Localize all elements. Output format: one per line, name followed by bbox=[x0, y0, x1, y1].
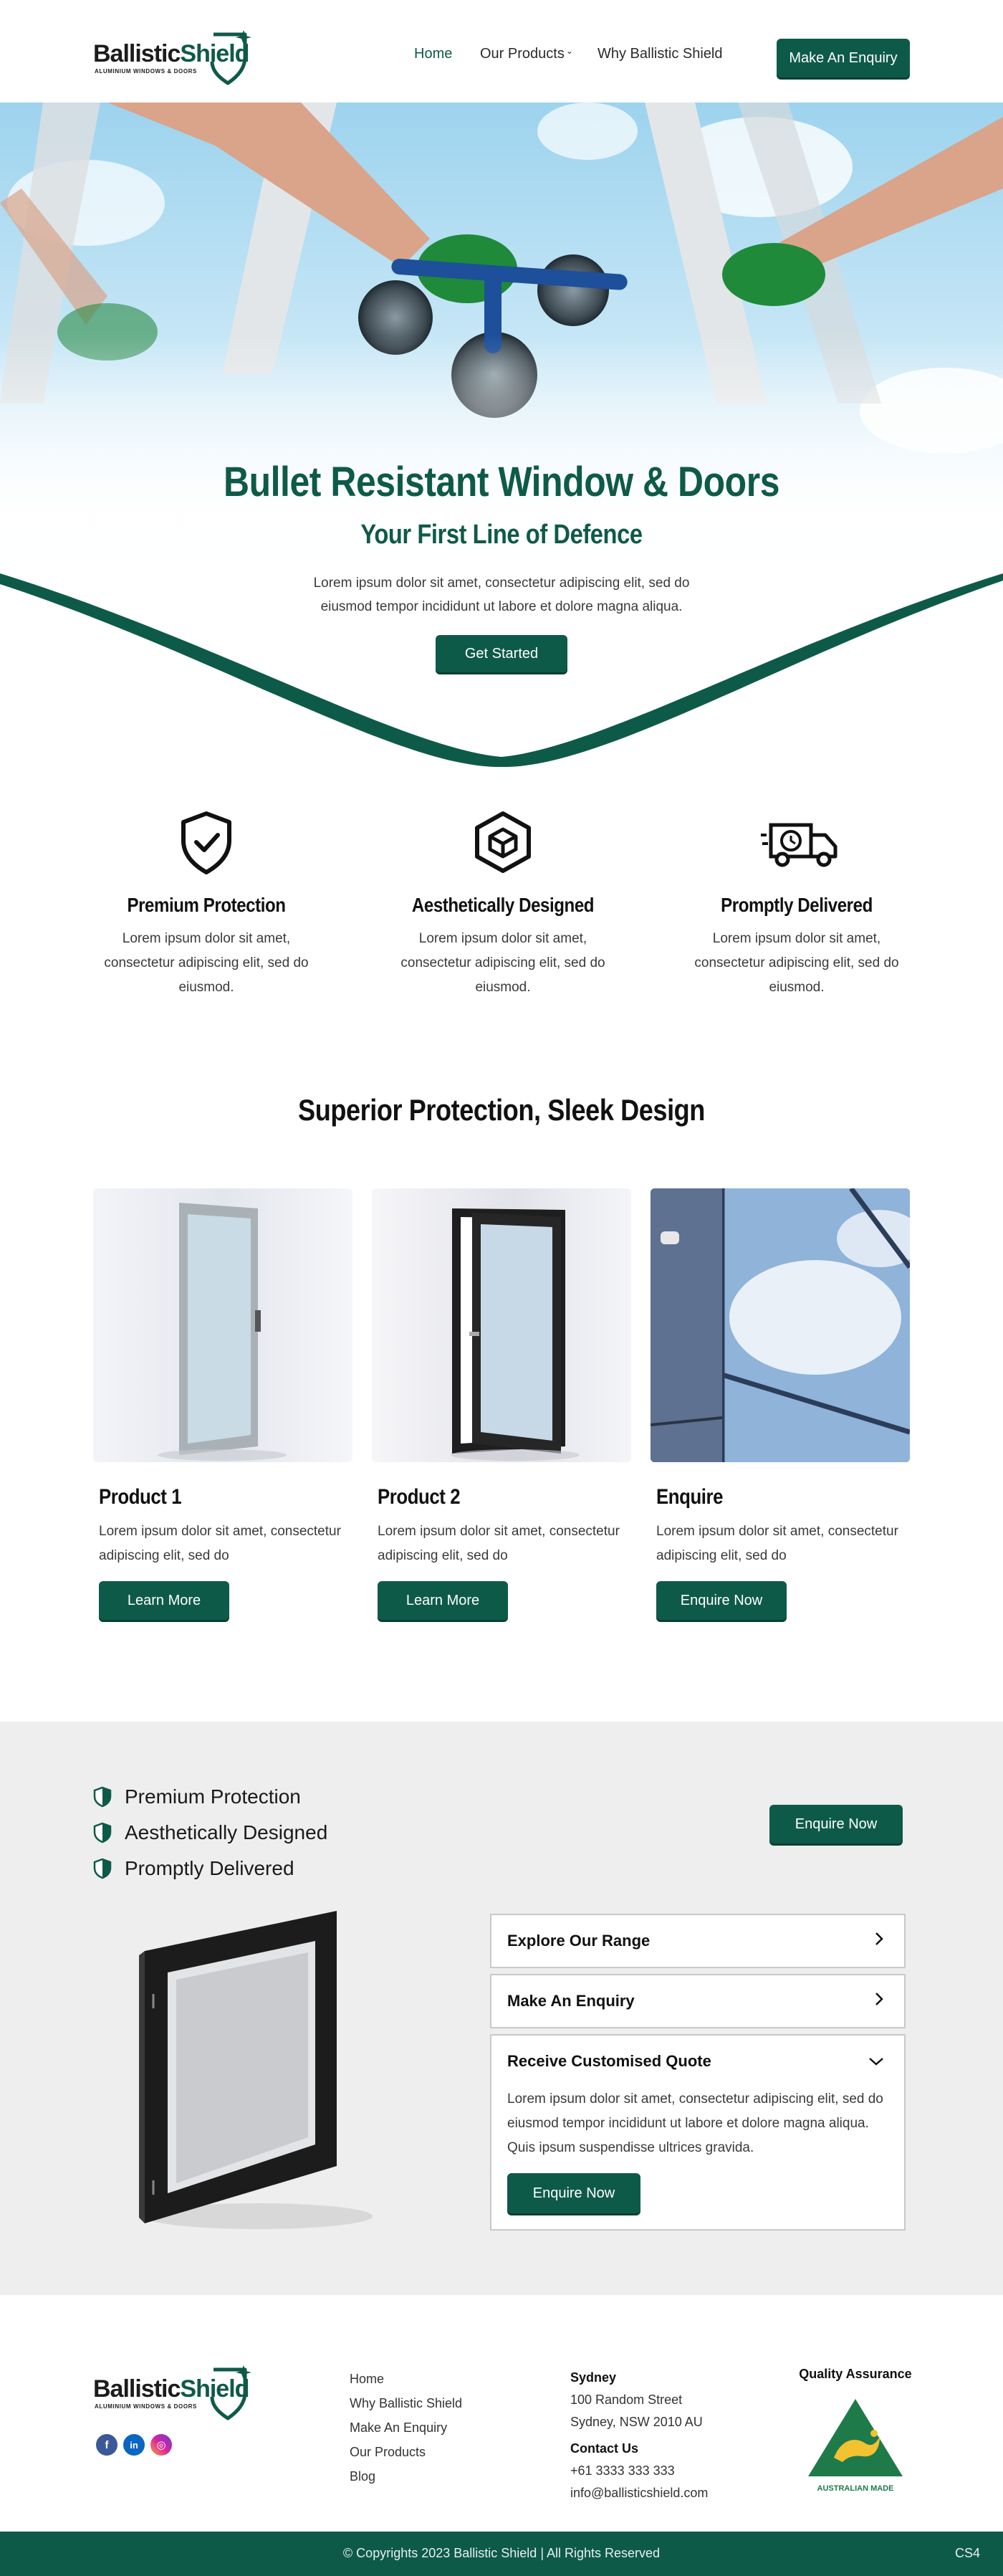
footer-link-home[interactable]: Home bbox=[350, 2372, 385, 2386]
footer-link-why[interactable]: Why Ballistic Shield bbox=[350, 2396, 463, 2410]
delivery-truck-icon bbox=[761, 806, 832, 878]
get-started-button[interactable]: Get Started bbox=[436, 635, 567, 672]
email-link[interactable]: info@ballisticshield.com bbox=[570, 2486, 709, 2500]
product-title: Product 2 bbox=[378, 1485, 461, 1509]
shield-logo-icon bbox=[193, 2365, 252, 2423]
accordion-explore-range[interactable] bbox=[490, 1914, 906, 1968]
footer-logo[interactable] bbox=[93, 2365, 258, 2423]
contact-title: Contact Us bbox=[570, 2441, 639, 2456]
shield-icon bbox=[93, 1786, 112, 1808]
accordion-title: Receive Customised Quote bbox=[507, 2052, 711, 2070]
accordion-header[interactable] bbox=[491, 2036, 904, 2087]
feature-title: Promptly Delivered bbox=[721, 894, 873, 916]
linkedin-icon[interactable]: in bbox=[123, 2434, 145, 2456]
product-title: Product 1 bbox=[99, 1485, 182, 1509]
hexagon-cube-icon bbox=[467, 806, 539, 878]
shield-icon bbox=[93, 1822, 112, 1843]
benefit-item bbox=[93, 1851, 327, 1886]
enquire-now-button[interactable]: Enquire Now bbox=[769, 1805, 903, 1843]
chevron-right-icon bbox=[874, 1932, 884, 1950]
accordion-title: Make An Enquiry bbox=[507, 1992, 635, 2010]
benefit-label: Aesthetically Designed bbox=[125, 1821, 328, 1843]
make-enquiry-button[interactable]: Make An Enquiry bbox=[777, 39, 910, 77]
product-card-enquire bbox=[651, 1188, 910, 1620]
nav-why-ballistic-shield[interactable]: Why Ballistic Shield bbox=[598, 46, 723, 62]
learn-more-button[interactable]: Learn More bbox=[99, 1581, 229, 1620]
brand-name-main: Ballistic bbox=[93, 2375, 181, 2403]
footer-link-blog[interactable]: Blog bbox=[350, 2469, 376, 2484]
site-footer bbox=[0, 2295, 1003, 2532]
instagram-icon[interactable]: ◎ bbox=[150, 2434, 172, 2456]
chevron-down-icon bbox=[868, 2052, 884, 2071]
feature-premium-protection bbox=[99, 806, 314, 1000]
footer-link-enquiry[interactable]: Make An Enquiry bbox=[350, 2420, 448, 2435]
copyright-text: © Copyrights 2023 Ballistic Shield | All Rights Reserved bbox=[342, 2546, 661, 2560]
feature-aesthetically-designed bbox=[395, 806, 610, 1000]
nav-our-products[interactable]: Our Products ⌄ bbox=[480, 46, 573, 62]
benefit-item bbox=[93, 1779, 327, 1815]
qa-badge-label: AUSTRALIAN MADE bbox=[817, 2484, 894, 2493]
social-links bbox=[96, 2434, 172, 2456]
footer-links bbox=[350, 2367, 462, 2489]
accordion-title: Explore Our Range bbox=[507, 1932, 651, 1950]
learn-more-button[interactable]: Learn More bbox=[378, 1581, 508, 1620]
site-header bbox=[0, 0, 1003, 102]
hero-section bbox=[0, 102, 1003, 767]
product-text: Lorem ipsum dolor sit amet, consectetur adipiscing elit, sed do bbox=[378, 1524, 620, 1563]
product-text: Lorem ipsum dolor sit amet, consectetur adipiscing elit, sed do bbox=[99, 1524, 341, 1563]
brand-tagline: ALUMINIUM WINDOWS & DOORS bbox=[95, 68, 197, 75]
brand-logo[interactable] bbox=[93, 30, 251, 87]
shield-icon bbox=[93, 1858, 112, 1879]
benefit-label: Premium Protection bbox=[125, 1785, 301, 1808]
section-title: Superior Protection, Sleek Design bbox=[298, 1093, 705, 1127]
footer-code: CS4 bbox=[954, 2546, 980, 2560]
feature-text: Lorem ipsum dolor sit amet, consectetur adipiscing elit, sed do eiusmod. bbox=[694, 931, 899, 995]
feature-title: Premium Protection bbox=[127, 894, 286, 916]
product-1-image bbox=[93, 1188, 352, 1462]
feature-text: Lorem ipsum dolor sit amet, consectetur adipiscing elit, sed do eiusmod. bbox=[400, 931, 605, 995]
product-title: Enquire bbox=[656, 1485, 724, 1509]
enquire-now-button[interactable]: Enquire Now bbox=[507, 2173, 640, 2213]
footer-contact bbox=[570, 2367, 708, 2504]
benefit-item bbox=[93, 1815, 327, 1851]
feature-text: Lorem ipsum dolor sit amet, consectetur adipiscing elit, sed do eiusmod. bbox=[104, 931, 309, 995]
enquire-image bbox=[651, 1188, 910, 1462]
footer-link-products[interactable]: Our Products bbox=[350, 2445, 426, 2459]
benefits-section bbox=[0, 1722, 1003, 2295]
chevron-right-icon bbox=[874, 1992, 884, 2010]
address-line-2: Sydney, NSW 2010 AU bbox=[570, 2415, 703, 2429]
location-title: Sydney bbox=[570, 2370, 617, 2385]
feature-title: Aesthetically Designed bbox=[411, 894, 595, 916]
accordion-customised-quote bbox=[490, 2034, 906, 2231]
feature-promptly-delivered bbox=[689, 806, 904, 1000]
benefits-list bbox=[93, 1779, 327, 1886]
brand-name-accent: Shield bbox=[180, 40, 249, 67]
nav-home[interactable]: Home bbox=[414, 46, 453, 62]
brand-name-accent: Shield bbox=[180, 2375, 249, 2403]
brand-tagline: ALUMINIUM WINDOWS & DOORS bbox=[95, 2403, 197, 2410]
shield-check-icon bbox=[171, 806, 242, 878]
quality-assurance bbox=[798, 2367, 913, 2493]
hero-description: Lorem ipsum dolor sit amet, consectetur adipiscing elit, sed do eiusmod tempor incididunt ut labore et dolore magna aliqua. bbox=[313, 576, 690, 614]
accordion-text: Lorem ipsum dolor sit amet, consectetur adipiscing elit, sed do eiusmod tempor incididunt ut labore et dolore magna aliqua. Quis ipsum suspendisse ultrices gravida. bbox=[507, 2091, 883, 2155]
enquire-now-button[interactable]: Enquire Now bbox=[656, 1581, 787, 1620]
phone-link[interactable]: +61 3333 333 333 bbox=[570, 2463, 675, 2478]
product-card-2 bbox=[372, 1188, 631, 1620]
brand-name-main: Ballistic bbox=[93, 40, 181, 67]
product-2-image bbox=[372, 1188, 631, 1462]
product-card-1 bbox=[93, 1188, 352, 1620]
accordion-make-enquiry[interactable] bbox=[490, 1974, 906, 2028]
qa-title: Quality Assurance bbox=[799, 2367, 912, 2381]
facebook-icon[interactable]: f bbox=[96, 2434, 117, 2456]
product-text: Lorem ipsum dolor sit amet, consectetur adipiscing elit, sed do bbox=[656, 1524, 898, 1563]
australian-made-logo bbox=[805, 2396, 906, 2489]
hero-subtitle: Your First Line of Defence bbox=[360, 520, 643, 550]
chevron-down-icon: ⌄ bbox=[565, 46, 573, 56]
window-product-image bbox=[122, 1908, 380, 2238]
benefit-label: Promptly Delivered bbox=[125, 1857, 294, 1879]
shield-logo-icon bbox=[193, 30, 252, 87]
address-line-1: 100 Random Street bbox=[570, 2393, 683, 2407]
copyright-bar bbox=[0, 2532, 1003, 2576]
hero-title: Bullet Resistant Window & Doors bbox=[223, 459, 780, 505]
